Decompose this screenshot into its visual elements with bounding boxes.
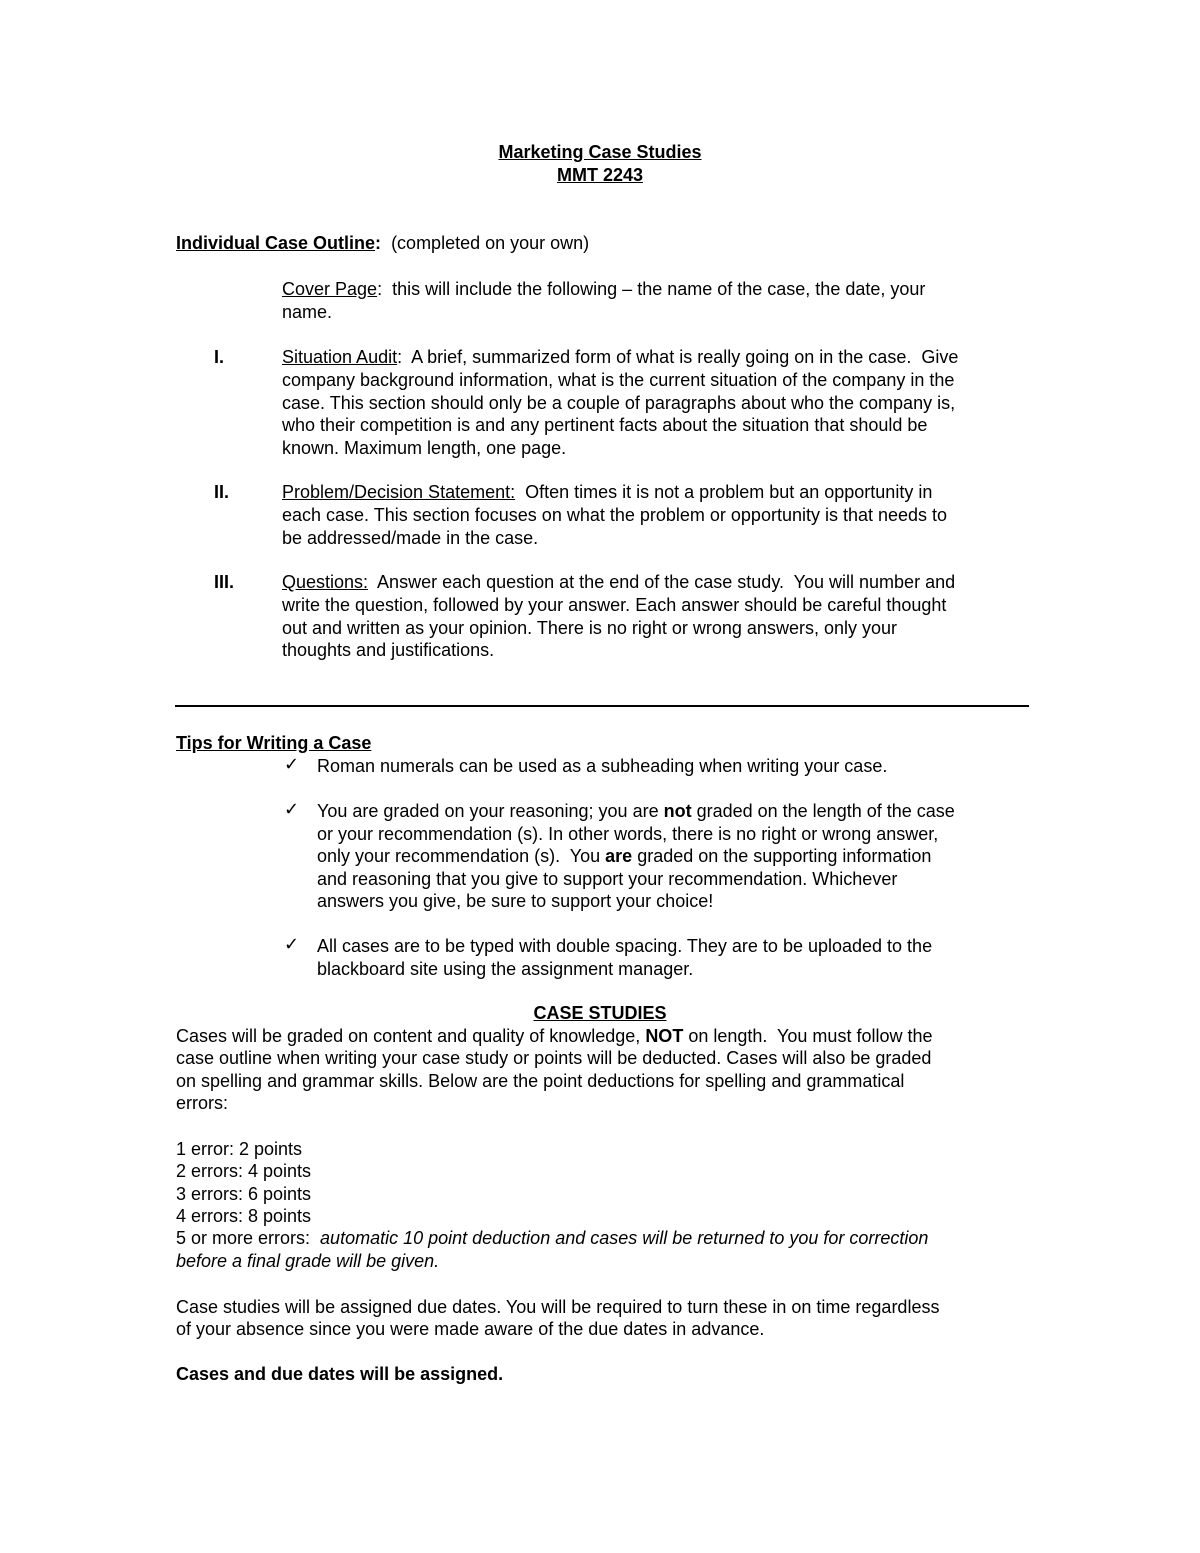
checkmark-icon: ✓ <box>284 934 300 955</box>
tip-2-text: only your recommendation (s). You <box>317 846 606 866</box>
tip-2-emphasis: not <box>663 801 692 821</box>
document-title: Marketing Case Studies <box>498 142 702 162</box>
problem-statement-text: Often times it is not a problem but an opportunity in <box>515 482 933 502</box>
tip-2-text: You are graded on your reasoning; you are <box>317 801 664 821</box>
cover-page-text-cont: name. <box>282 302 333 322</box>
questions-item <box>282 571 955 594</box>
tip-3-line: blackboard site using the assignment manager. <box>317 959 694 979</box>
tip-item-1: Roman numerals can be used as a subheading when writing your case. <box>317 756 888 776</box>
problem-statement-label: Problem/Decision Statement: <box>282 482 516 502</box>
tip-2-text: graded on the length of the case <box>691 801 955 821</box>
outline-heading-note: (completed on your own) <box>391 233 590 253</box>
section-numeral-3: III. <box>214 572 235 592</box>
checkmark-icon: ✓ <box>284 754 300 775</box>
deduction-5-label: 5 or more errors: <box>176 1228 321 1248</box>
outline-heading-line <box>176 232 589 255</box>
situation-audit-label: Situation Audit <box>282 347 398 367</box>
problem-statement-line: each case. This section focuses on what the problem or opportunity is that needs to <box>282 505 948 525</box>
closing-statement: Cases and due dates will be assigned. <box>176 1364 504 1384</box>
questions-text: Answer each question at the end of the case study. You will number and <box>368 572 956 592</box>
deduction-5-text: automatic 10 point deduction and cases will be returned to you for correction <box>320 1228 929 1248</box>
problem-statement-item <box>282 481 932 504</box>
deduction-item: 2 errors: 4 points <box>176 1161 312 1181</box>
course-code: MMT 2243 <box>556 165 644 185</box>
tip-2-line: or your recommendation (s). In other words, there is no right or wrong answer, <box>317 824 939 844</box>
tip-2-line <box>317 845 931 868</box>
situation-audit-text: : A brief, summarized form of what is really going on in the case. Give <box>397 347 959 367</box>
tip-2-line: answers you give, be sure to support your choice! <box>317 891 714 911</box>
situation-audit-line: known. Maximum length, one page. <box>282 438 567 458</box>
questions-line: thoughts and justifications. <box>282 640 495 660</box>
deduction-item: 1 error: 2 points <box>176 1139 303 1159</box>
case-studies-line: case outline when writing your case study or points will be deducted. Cases will also be graded <box>176 1048 932 1068</box>
tip-item-3: All cases are to be typed with double spacing. They are to be uploaded to the <box>317 936 933 956</box>
situation-audit-line: company background information, what is the current situation of the company in the <box>282 370 955 390</box>
case-studies-line: on spelling and grammar skills. Below are the point deductions for spelling and grammatical <box>176 1071 905 1091</box>
problem-statement-line: be addressed/made in the case. <box>282 528 539 548</box>
questions-line: out and written as your opinion. There is no right or wrong answers, only your <box>282 618 897 638</box>
case-studies-heading: CASE STUDIES <box>533 1003 667 1023</box>
cover-page-label: Cover Page <box>282 279 378 299</box>
questions-label: Questions: <box>282 572 369 592</box>
due-dates-line: of your absence since you were made aware of the due dates in advance. <box>176 1319 765 1339</box>
deduction-item: 3 errors: 6 points <box>176 1184 312 1204</box>
section-numeral-1: I. <box>214 347 225 367</box>
cover-page-text: : this will include the following – the name of the case, the date, your <box>377 279 926 299</box>
case-studies-emphasis: NOT <box>645 1026 684 1046</box>
deduction-5-text-cont: before a final grade will be given. <box>176 1251 440 1271</box>
cover-page-item <box>282 278 925 301</box>
section-divider <box>175 705 1029 707</box>
case-studies-text: on length. You must follow the <box>683 1026 933 1046</box>
checkmark-icon: ✓ <box>284 799 300 820</box>
outline-heading-colon: : <box>375 233 382 253</box>
tip-item-2 <box>317 800 955 823</box>
section-numeral-2: II. <box>214 482 230 502</box>
case-studies-paragraph <box>176 1025 932 1048</box>
outline-heading: Individual Case Outline <box>176 233 376 253</box>
due-dates-line: Case studies will be assigned due dates. You will be required to turn these in on time regardless <box>176 1297 940 1317</box>
case-studies-line: errors: <box>176 1093 229 1113</box>
situation-audit-item <box>282 346 958 369</box>
case-studies-text: Cases will be graded on content and quality of knowledge, <box>176 1026 646 1046</box>
tip-2-text: graded on the supporting information <box>632 846 932 866</box>
deduction-item: 4 errors: 8 points <box>176 1206 312 1226</box>
tips-heading: Tips for Writing a Case <box>176 733 372 753</box>
deduction-item <box>176 1227 928 1250</box>
situation-audit-line: who their competition is and any pertinent facts about the situation that should be <box>282 415 928 435</box>
tip-2-emphasis: are <box>605 846 633 866</box>
situation-audit-line: case. This section should only be a couple of paragraphs about who the company is, <box>282 393 956 413</box>
tip-2-line: and reasoning that you give to support your recommendation. Whichever <box>317 869 898 889</box>
questions-line: write the question, followed by your answer. Each answer should be careful thought <box>282 595 947 615</box>
